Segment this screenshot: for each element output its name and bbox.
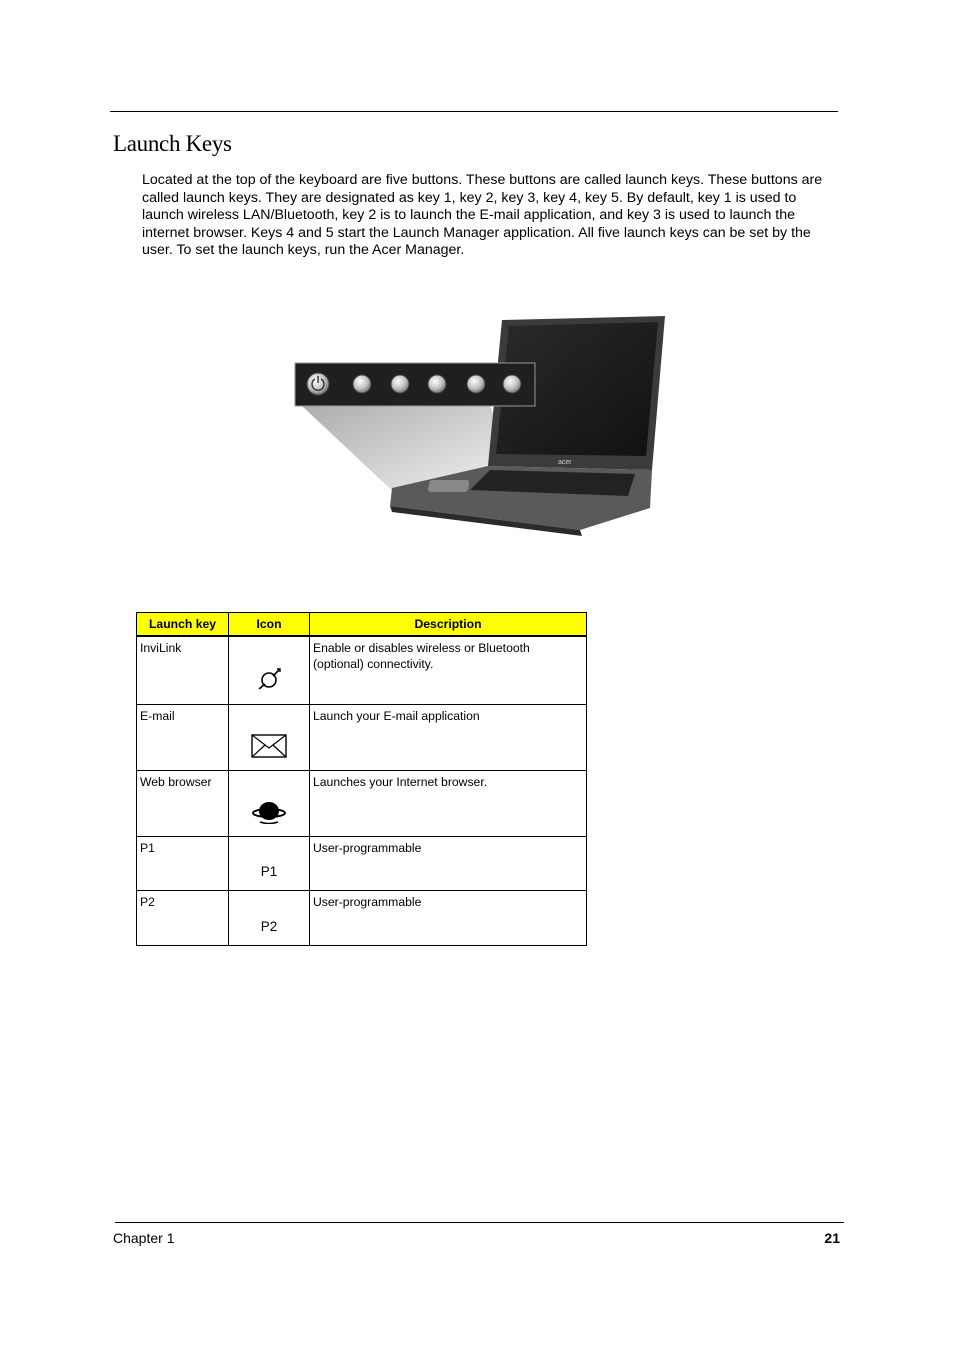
launch-key-description: User-programmable <box>310 891 587 946</box>
launch-key-description: Launch your E-mail application <box>310 705 587 771</box>
icon-cell <box>229 636 310 705</box>
footer-page-number: 21 <box>824 1230 840 1246</box>
invilink-icon <box>353 375 371 393</box>
header-launch-key: Launch key <box>137 613 229 636</box>
icon-cell <box>229 771 310 837</box>
table-row <box>137 705 587 771</box>
icon-cell <box>229 705 310 771</box>
icon-cell <box>229 837 310 891</box>
table-header-row <box>137 613 587 636</box>
web-browser-icon <box>428 375 446 393</box>
intro-paragraph: Located at the top of the keyboard are five buttons. These buttons are called launch keys. These buttons are called launch keys. They are designated as key 1, key 2, key 3, key 4, key 5. By default, key 1 is used to launch wireless LAN/Bluetooth, key 2 is to launch the E-mail application, and key 3 is used to launch the internet browser. Keys 4 and 5 start the Launch Manager application. All five launch keys can be set by the user. To set the launch keys, run the Acer Manager. <box>142 172 823 259</box>
p2-icon: P2 <box>260 919 278 934</box>
launch-key-name: P1 <box>137 837 229 891</box>
launch-key-name: P2 <box>137 891 229 946</box>
email-icon <box>391 375 409 393</box>
email-icon <box>251 734 287 758</box>
touchpad <box>428 480 470 492</box>
launch-keys-table <box>136 612 587 946</box>
launch-key-name: E-mail <box>137 705 229 771</box>
icon-cell <box>229 891 310 946</box>
table-row <box>137 891 587 946</box>
table-row <box>137 771 587 837</box>
launch-key-description: Launches your Internet browser. <box>310 771 587 837</box>
launch-key-name: InviLink <box>137 636 229 705</box>
header-description: Description <box>310 613 587 636</box>
header-icon: Icon <box>229 613 310 636</box>
launch-key-description: Enable or disables wireless or Bluetooth (optional) connectivity. <box>310 636 587 705</box>
p1-icon: P1 <box>260 864 278 879</box>
table-row <box>137 837 587 891</box>
launch-key-name: Web browser <box>137 771 229 837</box>
invilink-icon <box>256 666 282 692</box>
laptop-launch-keys-figure <box>290 308 670 538</box>
launch-keys-inset <box>295 363 535 406</box>
web-browser-icon <box>252 800 286 824</box>
acer-logo: acer <box>558 459 572 466</box>
page-title: Launch Keys <box>113 131 232 156</box>
header-rule <box>110 111 838 112</box>
footer-rule <box>115 1222 844 1223</box>
launch-key-description: User-programmable <box>310 837 587 891</box>
footer-chapter: Chapter 1 <box>113 1230 175 1246</box>
p2-icon <box>503 375 521 393</box>
table-row <box>137 636 587 705</box>
p1-icon <box>467 375 485 393</box>
